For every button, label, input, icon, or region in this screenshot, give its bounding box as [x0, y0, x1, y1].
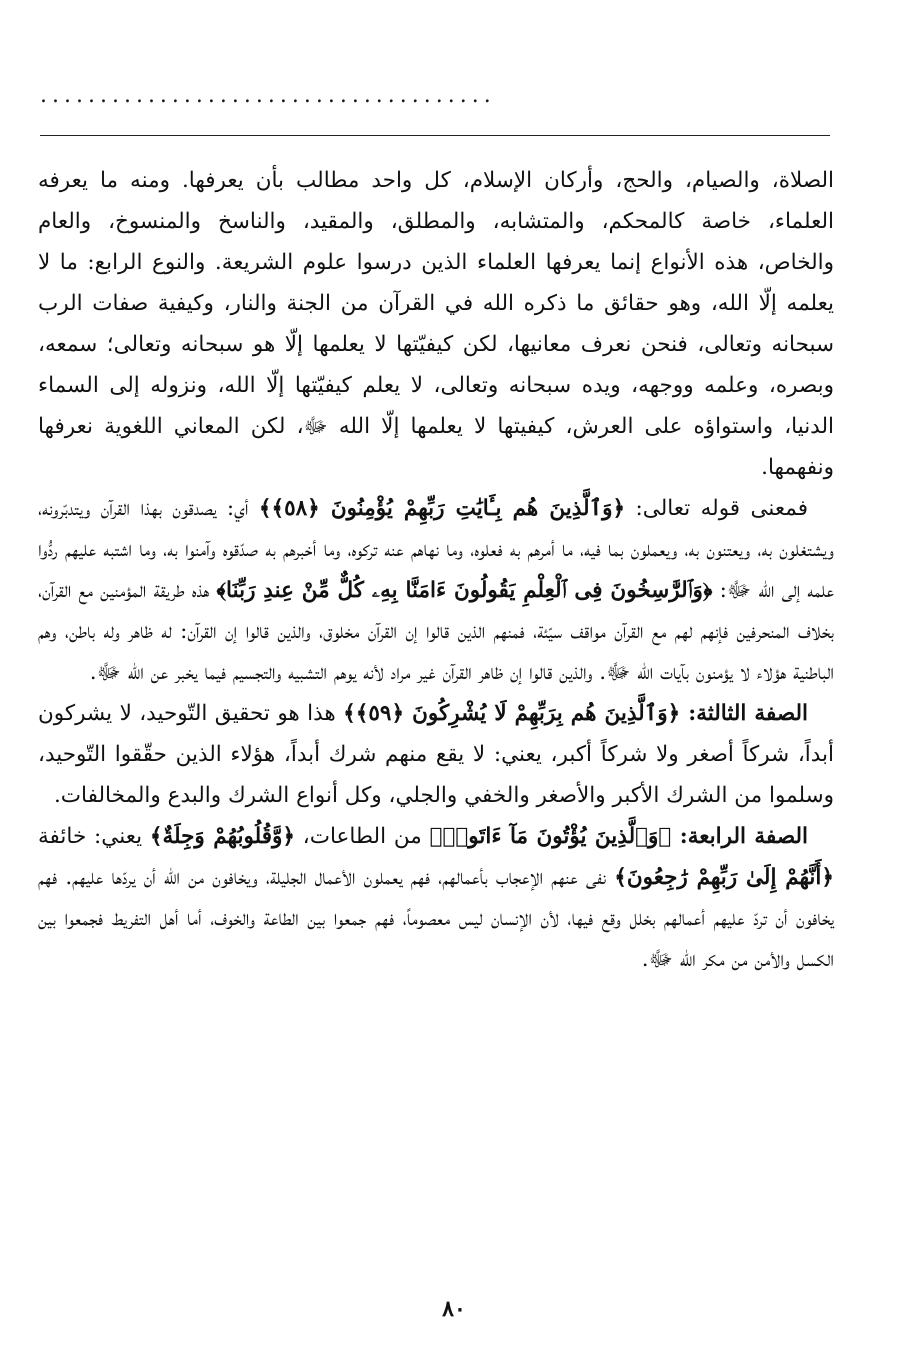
text-run: هذا هو تحقيق التّوحيد، لا يشركون أبداً، شركاً أصغر ولا شركاً أكبر، يعني: لا يقع منهم شرك أبداً، هؤلاء الذين حقّقوا التّوحيد، وسلموا من الشرك الأكبر والأصغر والخفي والجلي، وكل أنواع الشرك والبدع والمخالفات.	[38, 701, 834, 808]
text-run: فمعنى قوله تعالى:	[625, 496, 809, 521]
text-run: الصلاة، والصيام، والحج، وأركان الإسلام، كل واحد مطالب بأن يعرفها. ومنه ما يعرفه العلماء، خاصة كالمحكم، والمتشابه، والمطلق، والمقيد، والناسخ والمنسوخ، والعام والخاص، هذه الأنواع إنما يعرفها العلماء الذين درسوا علوم الشريعة. والنوع الرابع: ما لا يعلمه إلّا الله، وهو حقائق ما ذكره الله في القرآن من الجنة والنار، وكيفية صفات الرب سبحانه وتعالى، فنحن نعرف معانيها، لكن كيفيّتها لا يعلمها إلّا هو سبحانه وتعالى؛ سمعه، وبصره، وعلمه ووجهه، ويده سبحانه وتعالى، لا يعلم كيفيّتها إلّا الله، ونزوله إلى السماء الدنيا، واستواؤه على العرش، كيفيتها لا يعلمها إلّا الله ﷻ، لكن المعاني اللغوية نعرفها ونفهمها.	[38, 168, 834, 480]
text-run: نفى عنهم الإعجاب بأعمالهم، فهم يعملون الأعمال الجليلة، ويخافون من الله أن يردّها عليهم. فهم يخافون أن تردّ عليهم أعمالهم بخلل وقع فيها، لأن الإنسان ليس معصوماً، فهم جمعوا بين الطاعة والخوف، أما أهل التفريط فجمعوا بين الكسل والأمن من مكر الله ﷻ.	[38, 865, 834, 972]
quran-citation: ﴿وَٱلَّذِينَ يُؤْتُونَ مَآ ءَاتَوا۟﴾	[429, 824, 672, 849]
paragraph	[38, 488, 834, 693]
header-dotted-line: ......................................	[40, 84, 496, 108]
text-run: من الطاعات،	[294, 824, 430, 849]
quran-citation: ﴿وَٱلرَّٰسِخُونَ فِى ٱلْعِلْمِ يَقُولُونَ ءَامَنَّا بِهِۦ كُلٌّ مِّنْ عِندِ رَبِّنَا﴾	[216, 578, 713, 603]
quran-citation: ﴿أَنَّهُمْ إِلَىٰ رَبِّهِمْ رَٰجِعُونَ﴾	[614, 865, 834, 890]
section-heading: الصفة الثالثة:	[680, 701, 808, 726]
page-number: ٨٠	[442, 1296, 466, 1322]
text-run: أي: يصدقون بهذا القرآن ويتدبّرونه، ويشتغلون به، ويعتنون به، ويعملون بما فيه، ما أمرهم به فعلوه، وما نهاهم عنه تركوه، وما أخبرهم به صدّقوه وآمنوا به، وما اشتبه عليهم ردُّوا علمه إلى الله ﷻ:	[38, 496, 835, 603]
quran-citation: ﴿وَٱلَّذِينَ هُم بِـَٔايَٰتِ رَبِّهِمْ يُؤْمِنُونَ ﴿٥٨﴾﴾	[258, 496, 626, 521]
text-run: يعني: خائفة	[38, 824, 150, 849]
text-run: هذه طريقة المؤمنين مع القرآن، بخلاف المنحرفين فإنهم لهم مع القرآن مواقف سيّئة، فمنهم الذين قالوا إن القرآن مخلوق، والذين قالوا إن القرآن: له ظاهر وله باطن، وهم الباطنية هؤلاء لا يؤمنون بآيات الله ﷻ. والذين قالوا إن ظاهر القرآن غير مراد لأنه يوهم التشبيه والتجسيم فيما يخبر عن الله ﷻ.	[38, 578, 834, 685]
paragraph	[38, 816, 834, 980]
section-heading: الصفة الرابعة:	[671, 824, 809, 849]
quran-citation: ﴿وَّقُلُوبُهُمْ وَجِلَةٌ﴾	[149, 824, 295, 849]
paragraph	[38, 160, 834, 488]
paragraph	[38, 693, 834, 816]
quran-citation: ﴿وَٱلَّذِينَ هُم بِرَبِّهِمْ لَا يُشْرِكُونَ ﴿٥٩﴾﴾	[343, 701, 681, 726]
header-rule	[40, 135, 830, 136]
body-text	[38, 160, 834, 1260]
